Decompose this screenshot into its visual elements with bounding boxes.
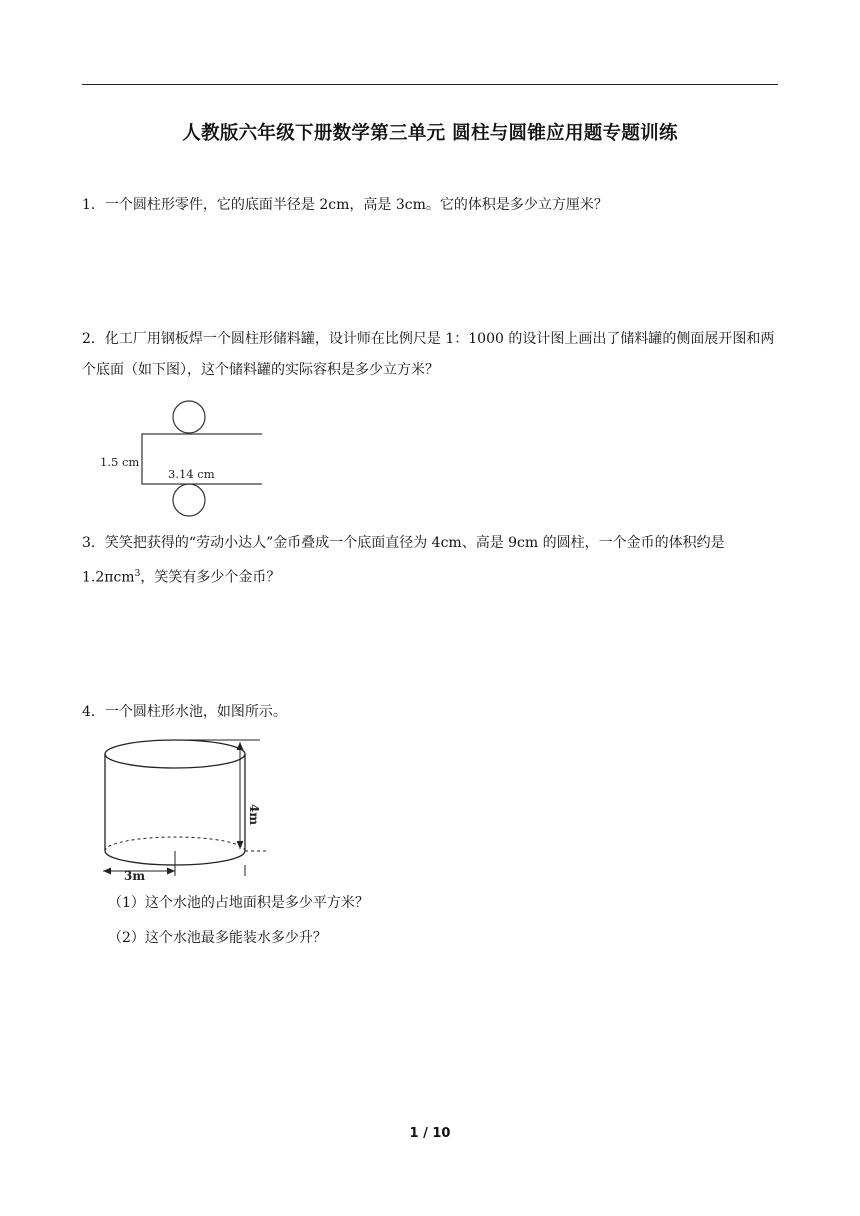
- question-3-text-end: ，笑笑有多少个金币？: [140, 569, 281, 586]
- question-4: 4．一个圆柱形水池，如图所示。: [82, 704, 287, 720]
- bottom-base-circle: [173, 484, 205, 516]
- question-4-part-1: （1）这个水池的占地面积是多少平方米？: [108, 895, 369, 911]
- width-label: 3.14 cm: [168, 467, 215, 481]
- superscript-3: 3: [134, 569, 141, 579]
- height-arrow-top: [237, 742, 244, 750]
- cylinder-bottom-back: [105, 837, 245, 851]
- height-label: 1.5 cm: [100, 455, 140, 469]
- question-4-part-2: （2）这个水池最多能装水多少升？: [108, 930, 327, 946]
- page-number: 1 / 10: [409, 1126, 451, 1141]
- height-label: 4m: [247, 804, 261, 826]
- top-base-circle: [173, 401, 205, 433]
- page-title: 人教版六年级下册数学第三单元 圆柱与圆锥应用题专题训练: [182, 123, 678, 144]
- question-1: 1．一个圆柱形零件，它的底面半径是 2cm，高是 3cm。它的体积是多少立方厘米？: [82, 197, 608, 213]
- radius-arrow-right: [167, 868, 175, 875]
- question-2: 2．化工厂用钢板焊一个圆柱形储料罐，设计师在比例尺是 1：1000 的设计图上画出了储料罐的侧面展开图和两个底面（如下图），这个储料罐的实际容积是多少立方米？: [82, 331, 775, 378]
- question-3: [82, 528, 782, 594]
- height-arrow-bottom: [237, 841, 244, 849]
- net-diagram: [92, 398, 262, 520]
- header-rule: [82, 84, 778, 85]
- cylinder-top-ellipse: [105, 740, 245, 768]
- question-3-text: 3．笑笑把获得的“劳动小达人”金币叠成一个底面直径为 4cm、高是 9cm 的圆柱，一个金币的体积约是 1.2πcm: [82, 535, 725, 586]
- cylinder-diagram: [98, 734, 270, 884]
- radius-arrow-left: [103, 868, 111, 875]
- radius-label: 3m: [124, 869, 146, 883]
